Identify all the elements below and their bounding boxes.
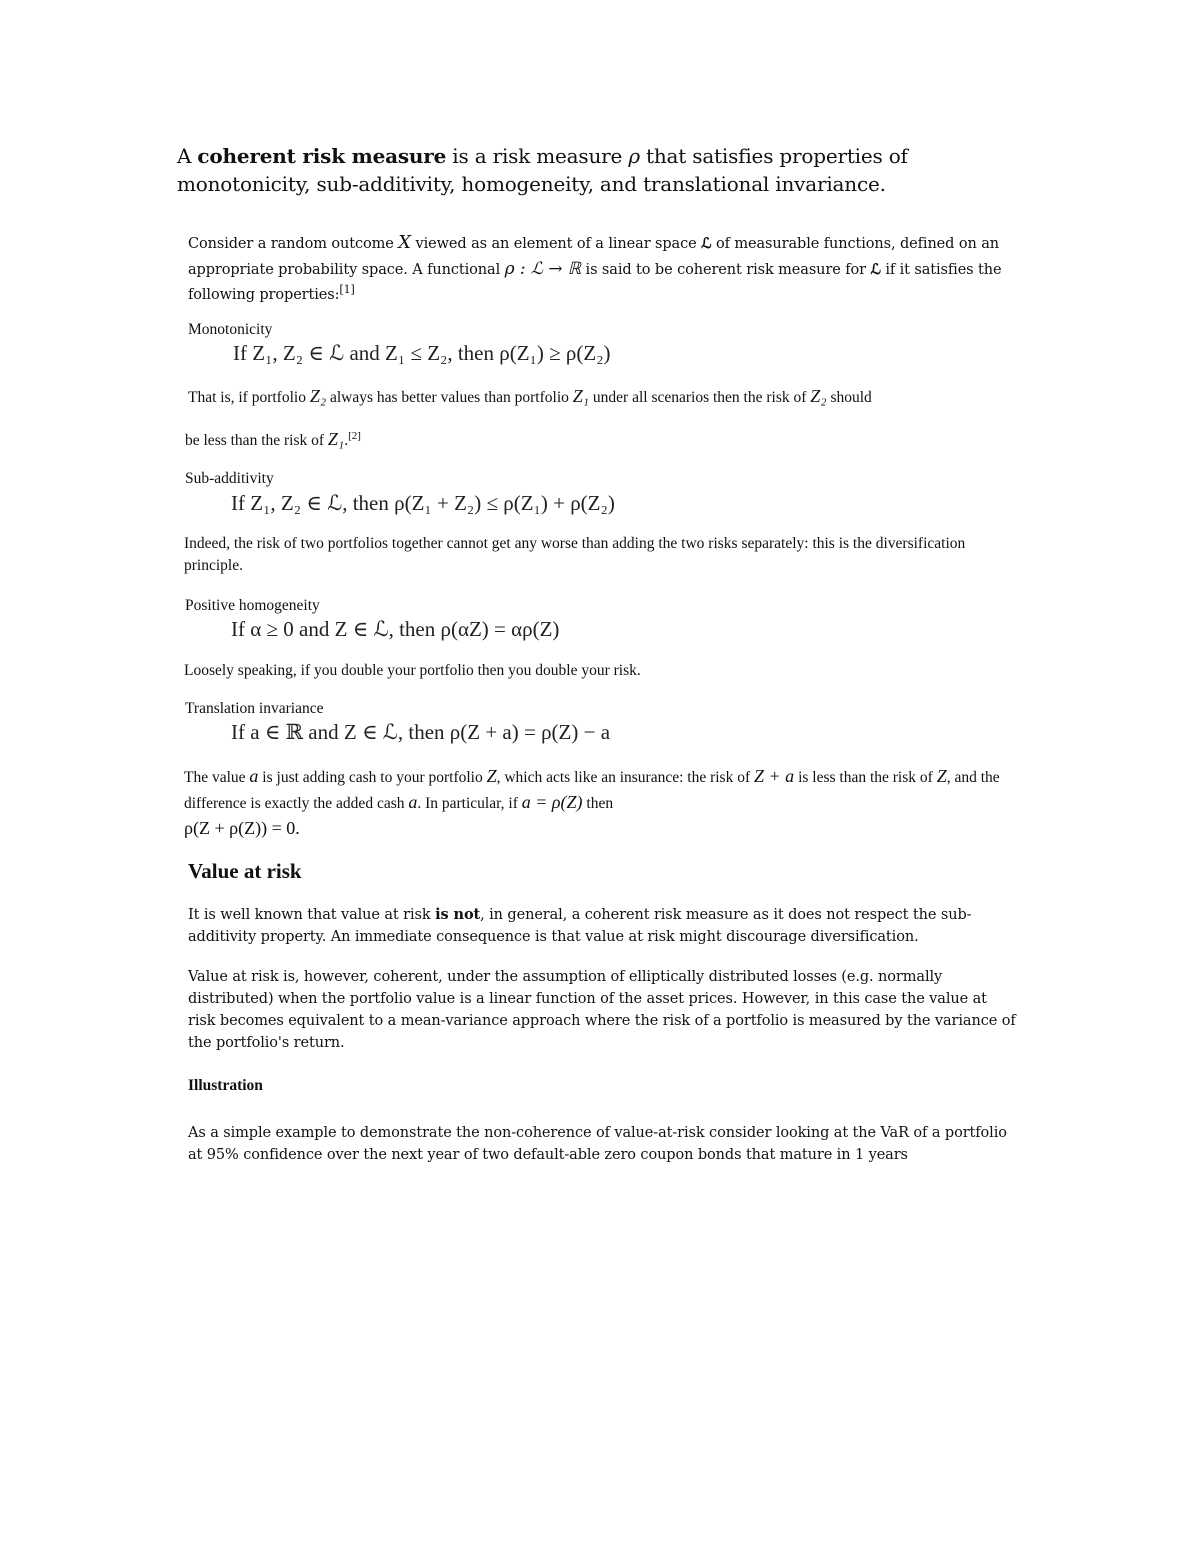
trans-text-5: , and the difference is exactly the added cash	[184, 769, 1000, 812]
trans-a1: a	[249, 766, 259, 786]
homogeneity-explanation: Loosely speaking, if you double your portfolio then you double your risk.	[184, 662, 641, 679]
trans-text-6: . In particular, if	[417, 795, 522, 812]
def-text-2: viewed as an element of a linear space	[411, 236, 702, 252]
subadditivity-label: Sub-additivity	[185, 470, 274, 487]
trans-z2: Z	[936, 766, 947, 786]
translation-formula: If a ∈ ℝ and Z ∈ ℒ, then ρ(Z + a) = ρ(Z) − a	[231, 720, 611, 744]
subadditivity-formula: If Z₁, Z₂ ∈ ℒ, then ρ(Z₁ + Z₂) ≤ ρ(Z₁) + ρ(Z₂)	[231, 491, 615, 515]
var-p1c: , in general, a coherent risk measure as it does not respect the sub-additivity property. An immediate consequence is that value at risk might discourage diversification.	[188, 907, 972, 945]
trans-text-2: is just adding cash to your portfolio	[258, 769, 487, 786]
mono-z1b: Z₁	[327, 429, 345, 449]
trans-eq1: a = ρ(Z)	[521, 792, 583, 812]
trans-z1: Z	[486, 766, 497, 786]
intro-middle: is a risk measure	[446, 144, 629, 168]
mono-text-2: always has better values than portfolio	[326, 389, 573, 406]
translation-explanation	[184, 764, 1024, 842]
illustration-heading: Illustration	[188, 1077, 263, 1094]
subadditivity-explanation: Indeed, the risk of two portfolios together cannot get any worse than adding the two risks separately: this is the diversification principle.	[184, 535, 966, 574]
mono-text-1: That is, if portfolio	[188, 389, 310, 406]
var-paragraph-1	[188, 904, 1008, 948]
intro-prefix: A	[177, 144, 198, 168]
def-l: ℒ	[701, 235, 712, 252]
mono-text-3: under all scenarios then the risk of	[589, 389, 811, 406]
mono-ref: [2]	[348, 429, 361, 442]
trans-eq2: ρ(Z + ρ(Z)) = 0.	[184, 818, 300, 838]
def-text-1: Consider a random outcome	[188, 236, 399, 252]
definition-paragraph	[188, 230, 1018, 308]
illustration-paragraph: As a simple example to demonstrate the non-coherence of value-at-risk consider looking at the VaR of a portfolio at 95% confidence over the next year of two default-able zero coupon bonds that mature in 1 years	[188, 1125, 1007, 1163]
intro-rho: ρ	[628, 144, 640, 168]
mono-z1: Z₁	[572, 386, 590, 406]
trans-text-3: , which acts like an insurance: the risk of	[496, 769, 755, 786]
def-l2: ℒ	[870, 261, 881, 278]
monotonicity-explanation-line1	[188, 385, 1038, 409]
var-p1a: It is well known that value at risk	[188, 907, 436, 923]
def-ref: [1]	[339, 283, 355, 297]
def-x: X	[398, 232, 411, 253]
monotonicity-formula: If Z₁, Z₂ ∈ ℒ and Z₁ ≤ Z₂, then ρ(Z₁) ≥ ρ(Z₂)	[233, 341, 611, 365]
trans-text-7: then	[582, 795, 614, 812]
def-text-4: is said to be coherent risk measure for	[581, 262, 871, 278]
mono-z2b: Z₂	[810, 386, 827, 406]
trans-text-4: is less than the risk of	[794, 769, 937, 786]
translation-label: Translation invariance	[185, 700, 324, 717]
value-at-risk-heading: Value at risk	[188, 859, 302, 883]
def-functional: ρ : ℒ → ℝ	[504, 259, 582, 279]
mono-text-6: .	[344, 432, 349, 449]
trans-a2: a	[408, 792, 418, 812]
def-text-3: of measurable functions, defined on an appropriate probability space. A functional	[188, 236, 1000, 278]
mono-text-5: be less than the risk of	[185, 432, 328, 449]
homogeneity-label: Positive homogeneity	[185, 597, 320, 614]
mono-text-4: should	[826, 389, 872, 406]
trans-text-1: The value	[184, 769, 250, 786]
var-paragraph-2: Value at risk is, however, coherent, under the assumption of elliptically distributed losses (e.g. normally distributed) when the portfolio value is a linear function of the asset prices. However, in this case the value at risk becomes equivalent to a mean-variance approach where the risk of a portfolio is measured by the variance of the portfolio's return.	[188, 969, 1016, 1051]
homogeneity-formula: If α ≥ 0 and Z ∈ ℒ, then ρ(αZ) = αρ(Z)	[231, 617, 560, 641]
monotonicity-explanation-line2	[185, 428, 1025, 452]
mono-z2: Z₂	[309, 386, 327, 406]
def-text-5: if it satisfies the following properties:	[188, 262, 1002, 303]
monotonicity-label: Monotonicity	[188, 321, 273, 338]
var-p1b: is not	[435, 906, 481, 923]
intro-paragraph	[177, 142, 1037, 198]
intro-suffix: that satisfies properties of monotonicity, sub-additivity, homogeneity, and translational invariance.	[177, 144, 908, 196]
intro-term: coherent risk measure	[197, 144, 447, 168]
trans-za: Z + a	[754, 766, 795, 786]
